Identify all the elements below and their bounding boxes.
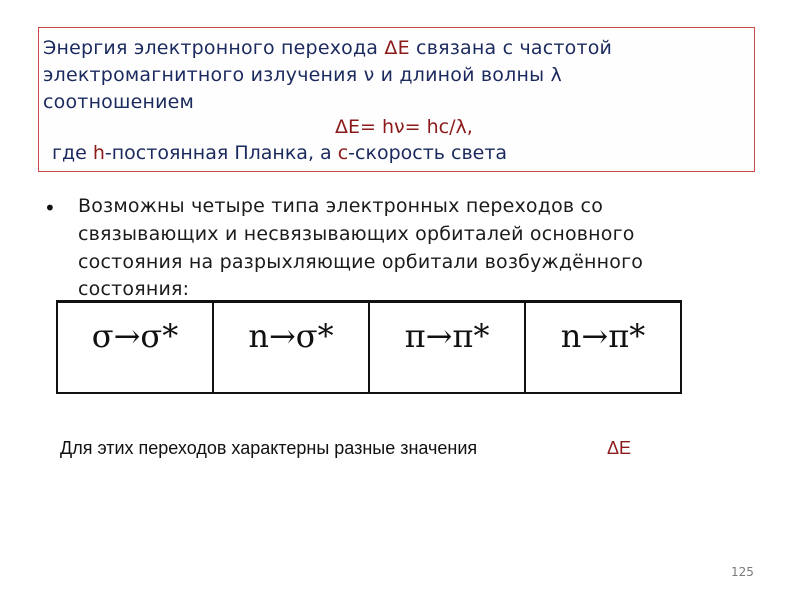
box-line-3: соотношением [43, 91, 195, 113]
delta-e-term: ΔE [384, 37, 410, 59]
paragraph-line-1: Возможны четыре типа электронных переходов со [78, 195, 604, 217]
constants-note [52, 142, 507, 164]
paragraph-line-2: связывающих и несвязывающих орбиталей основного [78, 223, 635, 245]
light-speed-symbol: c [337, 142, 349, 164]
box-line-2: электромагнитного излучения ν и длиной волны λ [43, 64, 562, 86]
energy-formula: ΔE= hν= hc/λ, [335, 116, 473, 138]
note-middle: -постоянная Планка, а [104, 142, 338, 164]
footer-delta-e: ΔE [607, 438, 632, 458]
footer-text: Для этих переходов характерны разные значения [60, 438, 478, 458]
bullet-marker: • [44, 196, 56, 220]
transition-label: n→π* [560, 317, 646, 355]
transition-cell-sigma-sigma [58, 303, 214, 392]
transition-label: n→σ* [248, 317, 334, 355]
note-start: где [52, 142, 93, 164]
box-line-1 [43, 37, 612, 59]
box-line-1-start: Энергия электронного перехода [43, 37, 385, 59]
transition-cell-n-pi [526, 303, 680, 392]
planck-symbol: h [92, 142, 105, 164]
note-end: -скорость света [348, 142, 508, 164]
paragraph-line-3: состояния на разрыхляющие орбитали возбуждённого [78, 251, 644, 273]
info-box [38, 27, 755, 172]
transitions-table [56, 300, 682, 394]
transition-cell-pi-pi [370, 303, 526, 392]
box-line-1-end: связана с частотой [409, 37, 613, 59]
paragraph-line-4: состояния: [78, 278, 190, 300]
transition-label: σ→σ* [91, 317, 179, 355]
transition-cell-n-sigma [214, 303, 370, 392]
transition-label: π→π* [404, 317, 490, 355]
page-number: 125 [731, 565, 754, 579]
